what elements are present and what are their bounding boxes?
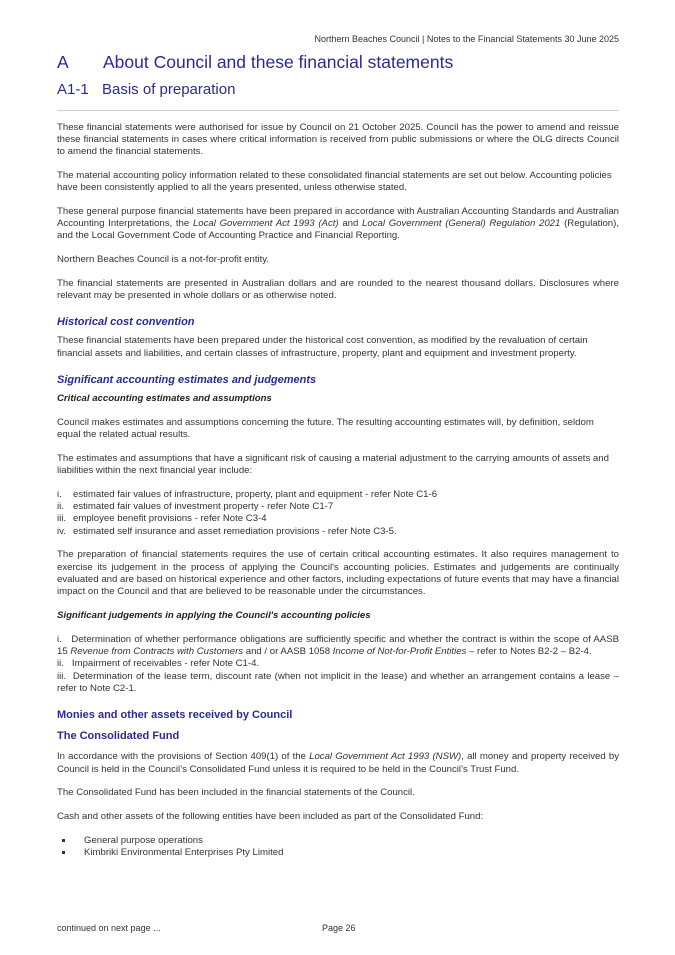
paragraph-estimates-future: Council makes estimates and assumptions concerning the future. The resulting accounting estimates will, by definition, seldom equal the related actual results. bbox=[57, 417, 594, 441]
paragraph-currency: The financial statements are presented in Australian dollars and are rounded to the nearest thousand dollars. Disclosures where relevant may be presented in whole dollars or as otherwise noted. bbox=[57, 277, 619, 302]
heading-consolidated-fund: The Consolidated Fund bbox=[57, 730, 180, 743]
heading-historical-cost: Historical cost convention bbox=[57, 316, 195, 329]
section-title: About Council and these financial statements bbox=[103, 52, 454, 72]
entities-list bbox=[57, 835, 619, 859]
section-heading bbox=[57, 52, 453, 73]
section-number: A bbox=[57, 52, 69, 72]
bullet-icon bbox=[62, 851, 65, 854]
estimates-list bbox=[57, 489, 619, 538]
paragraph-entity-type: Northern Beaches Council is a not-for-profit entity. bbox=[57, 254, 270, 266]
heading-critical-estimates: Critical accounting estimates and assumptions bbox=[57, 393, 272, 405]
paragraph-historical-cost: These financial statements have been prepared under the historical cost convention, as modified by the revaluation of certain financial assets and liabilities, and certain classes of infrastructure, property, plant and equipment and investment property. bbox=[57, 335, 588, 359]
subsection-title: Basis of preparation bbox=[102, 81, 236, 98]
running-header: Northern Beaches Council | Notes to the Financial Statements 30 June 2025 bbox=[314, 34, 619, 44]
paragraph-entities-intro: Cash and other assets of the following entities have been included as part of the Consolidated Fund: bbox=[57, 810, 484, 822]
list-item: General purpose operations bbox=[62, 835, 619, 847]
subsection-heading bbox=[57, 81, 235, 98]
paragraph-section-409: In accordance with the provisions of Section 409(1) of the Local Government Act 1993 (NSW), all money and property received by Council is held in the Council’s Consolidated Fund unless it is required to be held in the Council’s Trust Fund. bbox=[57, 751, 619, 775]
heading-divider bbox=[57, 110, 619, 111]
list-item: ii. estimated fair values of investment property - refer Note C1-7 bbox=[57, 501, 334, 513]
page-content bbox=[57, 122, 622, 859]
bullet-icon bbox=[62, 839, 65, 842]
list-item: iii. employee benefit provisions - refer Note C3-4 bbox=[57, 513, 267, 525]
judgements-block: i. Determination of whether performance obligations are sufficiently specific and whether the contract is within the scope of AASB 15 Revenue from Contracts with Customers and / or AASB 1058 Income of Not-for-Profit Entities – refer to Notes B2-2 – B2-4. ii. Impairment of receivables - refer Note C1-4. iii. Determination of the lease term, discount rate (when not implicit in the lease) and whether an arrangement contains a lease – refer to Note C2-1. bbox=[57, 633, 622, 694]
paragraph-authorisation: These financial statements were authorised for issue by Council on 21 October 2025. Council has the power to amend and reissue these financial statements in cases where critical information is received from public submissions or where the OLG directs Council to amend the financial statements. bbox=[57, 122, 619, 158]
heading-estimates-judgements: Significant accounting estimates and judgements bbox=[57, 373, 317, 386]
paragraph-compliance: These general purpose financial statements have been prepared in accordance with Australian Accounting Standards and Australian Accounting Interpretations, the Local Government Act 1993 (Act) and Local Government (General) Regulation 2021 (Regulation), and the Local Government Code of Accounting Practice and Financial Reporting. bbox=[57, 206, 619, 242]
list-item: i. estimated fair values of infrastructure, property, plant and equipment - refer Note C1-6 bbox=[57, 489, 438, 501]
subsection-number: A1-1 bbox=[57, 81, 89, 98]
paragraph-estimates-risk: The estimates and assumptions that have a significant risk of causing a material adjustment to the carrying amounts of assets and liabilities within the next financial year include: bbox=[57, 453, 609, 477]
list-item: iv. estimated self insurance and asset remediation provisions - refer Note C3-5. bbox=[57, 525, 397, 537]
paragraph-fund-included: The Consolidated Fund has been included in the financial statements of the Council. bbox=[57, 787, 415, 799]
list-item: Kimbriki Environmental Enterprises Pty Limited bbox=[62, 847, 619, 859]
continued-note: continued on next page ... bbox=[57, 923, 161, 933]
heading-significant-judgements: Significant judgements in applying the Council's accounting policies bbox=[57, 609, 371, 621]
paragraph-estimates-preparation: The preparation of financial statements requires the use of certain critical accounting estimates. It also requires management to exercise its judgement in the process of applying the Council's accounting policies. Estimates and judgements are continually evaluated and are based on historical experience and other factors, including expectations of future events that may have a financial impact on the Council and that are believed to be reasonable under the circumstances. bbox=[57, 549, 619, 597]
heading-monies: Monies and other assets received by Council bbox=[57, 708, 293, 721]
paragraph-policy-info: The material accounting policy information related to these consolidated financial statements are set out below. Accounting policies have been consistently applied to all the years presented, unless otherwise stated. bbox=[57, 170, 612, 194]
page-number: Page 26 bbox=[322, 923, 356, 933]
